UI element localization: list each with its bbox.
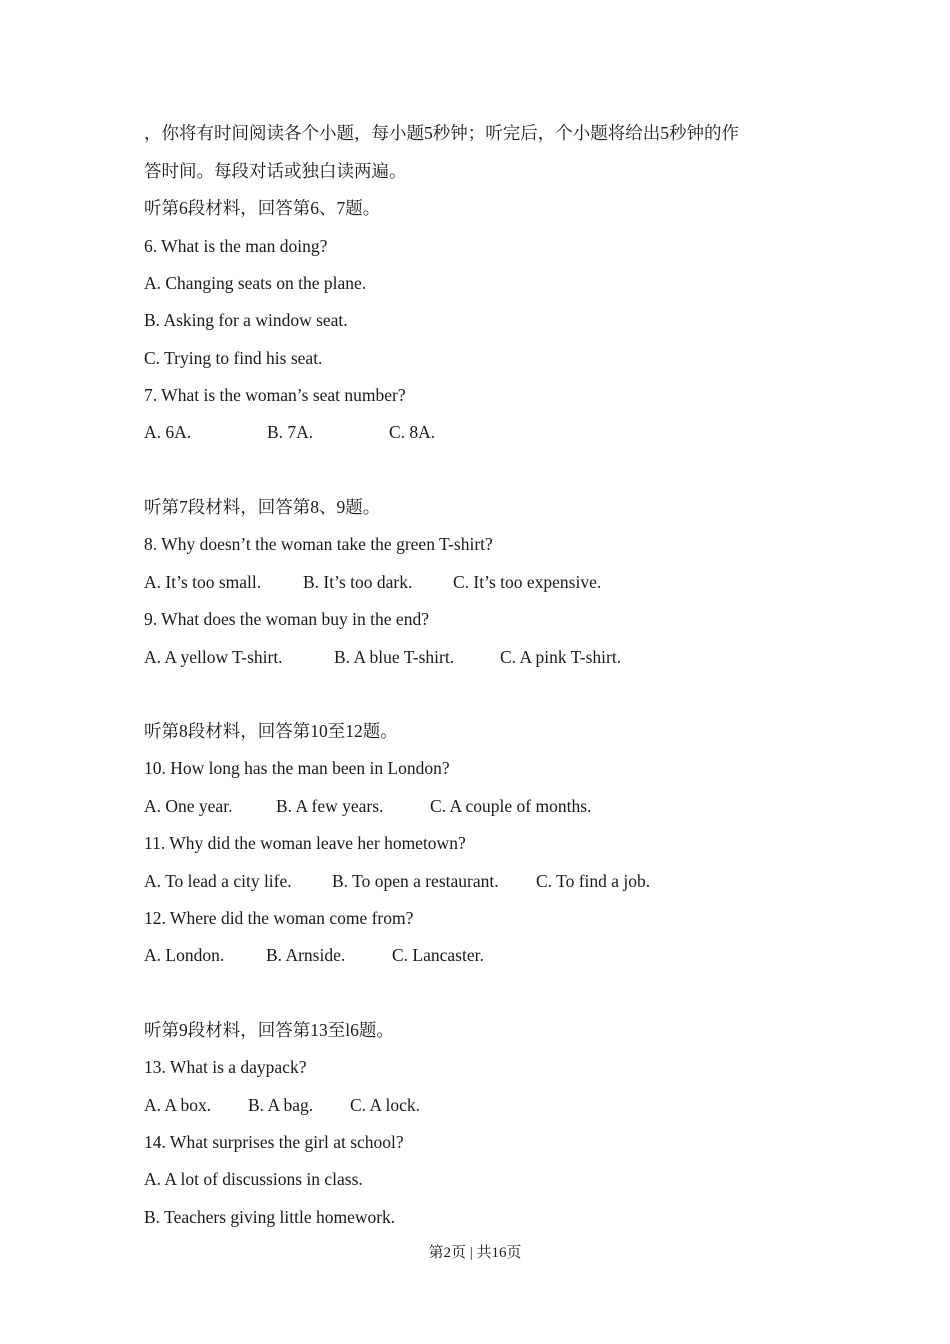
question-text: 11. Why did the woman leave her hometown? xyxy=(144,833,466,853)
question-text: 14. What surprises the girl at school? xyxy=(144,1132,404,1152)
option-text: A. To lead a city life. xyxy=(144,871,292,891)
option-text: B. Arnside. xyxy=(266,945,346,965)
question-text: 12. Where did the woman come from? xyxy=(144,908,414,928)
option-text: C. Lancaster. xyxy=(392,945,484,965)
option-text: B. To open a restaurant. xyxy=(332,871,499,891)
option-text: B. A bag. xyxy=(248,1095,314,1115)
option-text: B. It’s too dark. xyxy=(303,572,413,592)
option-text: A. 6A. xyxy=(144,422,192,442)
option-text: B. Teachers giving little homework. xyxy=(144,1207,396,1227)
option-text: B. 7A. xyxy=(267,422,314,442)
question-text: 6. What is the man doing? xyxy=(144,236,328,256)
page-footer: 第2页 | 共16页 xyxy=(428,1245,522,1261)
question-text: 8. Why doesn’t the woman take the green T-shirt? xyxy=(144,534,493,554)
question-text: 9. What does the woman buy in the end? xyxy=(144,609,429,629)
section-heading: 听第7段材料，回答第8、9题。 xyxy=(144,497,381,517)
option-text: A. It’s too small. xyxy=(144,572,262,592)
option-text: C. It’s too expensive. xyxy=(453,572,602,592)
instructions-line-1: ，你将有时间阅读各个小题，每小题5秒钟；听完后，个小题将给出5秒钟的作 xyxy=(144,123,739,143)
question-text: 7. What is the woman’s seat number? xyxy=(144,385,406,405)
option-text: A. Changing seats on the plane. xyxy=(144,273,367,293)
section-heading: 听第8段材料，回答第10至12题。 xyxy=(144,721,398,741)
section-heading: 听第6段材料，回答第6、7题。 xyxy=(144,198,381,218)
option-text: A. A box. xyxy=(144,1095,212,1115)
option-text: C. A pink T-shirt. xyxy=(500,647,622,667)
option-text: C. A lock. xyxy=(350,1095,421,1115)
option-text: A. A yellow T-shirt. xyxy=(144,647,283,667)
option-text: B. A blue T-shirt. xyxy=(334,647,455,667)
option-text: A. One year. xyxy=(144,796,233,816)
option-text: C. To find a job. xyxy=(536,871,651,891)
option-text: B. A few years. xyxy=(276,796,384,816)
option-text: C. 8A. xyxy=(389,422,436,442)
option-text: C. A couple of months. xyxy=(430,796,592,816)
instructions-line-2: 答时间。每段对话或独白读两遍。 xyxy=(144,161,407,181)
option-text: B. Asking for a window seat. xyxy=(144,310,348,330)
option-text: A. A lot of discussions in class. xyxy=(144,1169,363,1189)
option-text: C. Trying to find his seat. xyxy=(144,348,323,368)
section-heading: 听第9段材料，回答第13至l6题。 xyxy=(144,1020,394,1040)
option-text: A. London. xyxy=(144,945,225,965)
question-text: 13. What is a daypack? xyxy=(144,1057,307,1077)
question-text: 10. How long has the man been in London? xyxy=(144,758,450,778)
